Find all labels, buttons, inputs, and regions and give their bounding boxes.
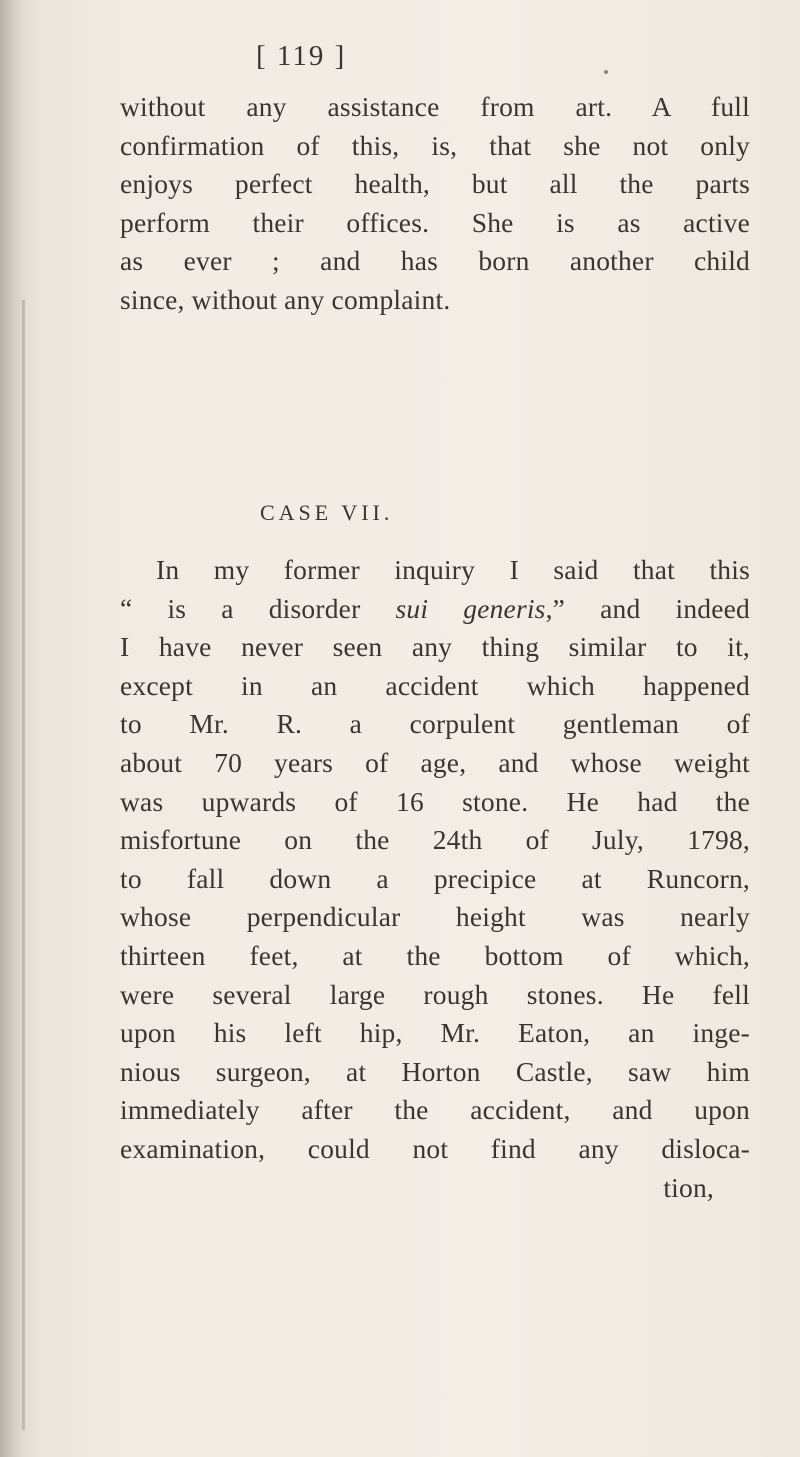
italic-latin-phrase: sui generis (395, 592, 546, 624)
text-line: I have never seen any thing similar to it, (120, 631, 750, 663)
text-line: except in an accident which happened (120, 669, 750, 701)
text-line: nious surgeon, at Horton Castle, saw him (120, 1055, 750, 1087)
text-line: was upwards of 16 stone. He had the (120, 785, 750, 817)
paper-speck (604, 70, 608, 74)
text-line: examination, could not find any disloca- (120, 1132, 750, 1164)
paragraph-continuation (120, 88, 750, 320)
page-number-header: [ 119 ] (256, 40, 347, 72)
text-line: about 70 years of age, and whose weight (120, 746, 750, 778)
text-line: since, without any complaint. (120, 283, 451, 315)
text-line: were several large rough stones. He fell (120, 978, 750, 1010)
text-line: without any assistance from art. A full (120, 91, 750, 122)
text-line: In my former inquiry I said that this (156, 554, 750, 585)
text-line: immediately after the accident, and upon (120, 1094, 750, 1126)
text-line: confirmation of this, is, that she not only (120, 129, 750, 161)
paragraph-case-vii (120, 551, 750, 1207)
text-line: as ever ; and has born another child (120, 245, 750, 277)
text-line: upon his left hip, Mr. Eaton, an inge- (120, 1017, 750, 1049)
text-line: perform their offices. She is as active (120, 206, 750, 238)
text-line: to fall down a precipice at Runcorn, (120, 862, 750, 894)
text-line: enjoys perfect health, but all the parts (120, 168, 750, 200)
text-line: misfortune on the 24th of July, 1798, (120, 824, 750, 856)
catchword-line: tion, (663, 1171, 714, 1203)
text-line: whose perpendicular height was nearly (120, 901, 750, 933)
case-heading: CASE VII. (260, 500, 394, 525)
text-line: thirteen feet, at the bottom of which, (120, 939, 750, 971)
text-line: to Mr. R. a corpulent gentleman of (120, 708, 750, 740)
gutter-edge-line (22, 300, 25, 1430)
text-line: “ is a disorder sui generis,” and indeed (120, 592, 750, 624)
